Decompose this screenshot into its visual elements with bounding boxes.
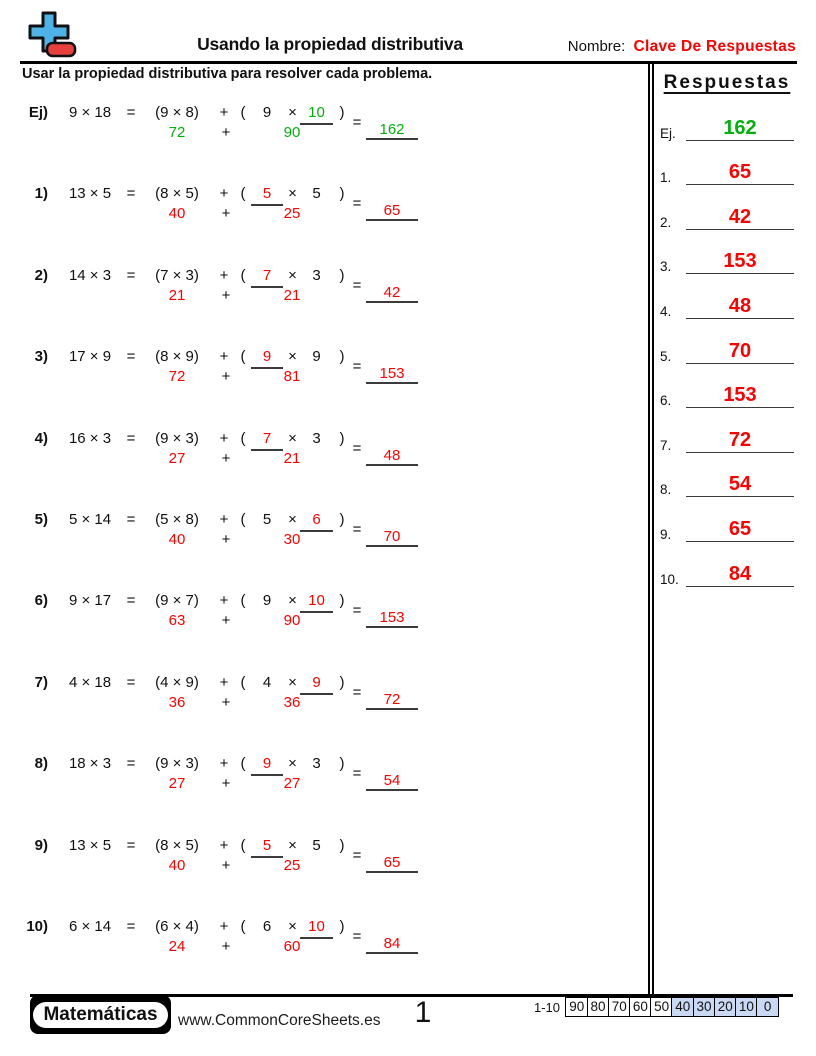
problem-row — [0, 591, 646, 672]
worksheet-title: Usando la propiedad distributiva — [197, 34, 463, 54]
open-paren: ( — [240, 673, 246, 691]
plus-sign-2: + — [221, 368, 231, 386]
factor-slot-1: 7 — [251, 429, 283, 451]
answer-blank — [366, 196, 418, 221]
plus-sign-2: + — [221, 775, 231, 793]
answer-line-value: 48 — [686, 295, 794, 319]
first-product: (9 × 7) — [155, 592, 199, 610]
open-paren: ( — [240, 185, 246, 203]
score-cell: 90 — [565, 997, 588, 1017]
answer-value: 153 — [379, 365, 405, 383]
problem-expression: 4 × 18 — [68, 673, 112, 691]
score-cell: 70 — [608, 997, 631, 1017]
score-cell: 60 — [629, 997, 652, 1017]
answer-line-value: 65 — [686, 518, 794, 542]
problem-row — [0, 347, 646, 428]
equals-sign-2: = — [352, 276, 362, 294]
problem-number: 7) — [34, 673, 48, 691]
answer-item — [660, 326, 794, 371]
answer-label: Ej. — [660, 125, 676, 141]
plus-sign-2: + — [221, 530, 231, 548]
equals-sign-2: = — [352, 846, 362, 864]
plus-sign: + — [219, 348, 229, 366]
answer-line-value: 42 — [686, 206, 794, 230]
partial-product-2: 90 — [283, 612, 301, 630]
brand-label: Matemáticas — [33, 1002, 167, 1028]
factor-slot-2: 3 — [312, 266, 321, 284]
problem-number: 3) — [34, 348, 48, 366]
open-paren: ( — [240, 755, 246, 773]
first-product: (8 × 5) — [155, 185, 199, 203]
factor-slot-1: 9 — [262, 104, 272, 121]
answer-label: 3. — [660, 259, 672, 275]
answer-blank — [366, 685, 418, 710]
score-cell: 30 — [693, 997, 716, 1017]
partial-product-1: 40 — [168, 205, 186, 223]
website-text: www.CommonCoreSheets.es — [178, 1012, 381, 1029]
answers-list — [660, 103, 794, 594]
first-product: (9 × 8) — [155, 104, 199, 121]
score-cell: 10 — [735, 997, 758, 1017]
score-cell: 0 — [756, 997, 779, 1017]
plus-sign: + — [219, 429, 229, 447]
partial-product-1: 72 — [168, 124, 186, 141]
answer-blank — [366, 441, 418, 466]
answer-blank — [366, 359, 418, 384]
problems-list — [0, 103, 646, 998]
problem-number: 4) — [34, 429, 48, 447]
first-product: (6 × 4) — [155, 917, 199, 935]
equals-sign: = — [126, 185, 136, 203]
equals-sign: = — [126, 755, 136, 773]
first-product: (5 × 8) — [155, 510, 199, 528]
equals-sign: = — [126, 917, 136, 935]
equals-sign-2: = — [352, 765, 362, 783]
problem-expression: 18 × 3 — [68, 755, 112, 773]
score-table — [567, 997, 779, 1017]
problem-expression: 5 × 14 — [68, 510, 112, 528]
equals-sign-2: = — [352, 358, 362, 376]
plus-sign: + — [219, 104, 229, 121]
first-product: (8 × 9) — [155, 348, 199, 366]
partial-product-2: 60 — [283, 937, 301, 955]
answer-line-value: 65 — [686, 161, 794, 185]
answer-item — [660, 549, 794, 594]
problem-row — [0, 103, 646, 184]
plus-sign: + — [219, 755, 229, 773]
factor-slot-2: 10 — [300, 917, 333, 939]
partial-product-1: 40 — [168, 530, 186, 548]
open-paren: ( — [240, 917, 246, 935]
header-rule — [20, 61, 797, 64]
name-row — [480, 38, 796, 56]
score-cell: 50 — [650, 997, 673, 1017]
multiply-sign: × — [288, 836, 297, 854]
equals-sign-2: = — [352, 602, 362, 620]
problem-row — [0, 917, 646, 998]
answer-blank — [366, 115, 418, 140]
plus-sign-2: + — [221, 449, 231, 467]
factor-slot-2: 10 — [300, 103, 333, 125]
open-paren: ( — [240, 429, 246, 447]
equals-sign-2: = — [352, 520, 362, 538]
equals-sign: = — [126, 510, 136, 528]
answer-line-value: 153 — [686, 250, 794, 274]
problem-row — [0, 510, 646, 591]
first-product: (9 × 3) — [155, 429, 199, 447]
answer-blank — [366, 848, 418, 873]
equals-sign: = — [126, 266, 136, 284]
column-divider — [648, 64, 654, 995]
answer-blank — [366, 522, 418, 547]
partial-product-1: 21 — [168, 286, 186, 304]
factor-slot-1: 4 — [262, 673, 272, 691]
answer-line-value: 72 — [686, 429, 794, 453]
factor-slot-2: 3 — [312, 429, 321, 447]
factor-slot-1: 9 — [251, 754, 283, 776]
problem-row — [0, 673, 646, 754]
factor-slot-1: 9 — [251, 347, 283, 369]
problem-expression: 13 × 5 — [68, 836, 112, 854]
answer-item — [660, 371, 794, 416]
plus-sign: + — [219, 592, 229, 610]
answer-item — [660, 192, 794, 237]
partial-product-1: 24 — [168, 937, 186, 955]
answer-blank — [366, 603, 418, 628]
answer-item — [660, 281, 794, 326]
factor-slot-2: 9 — [300, 673, 333, 695]
partial-product-1: 27 — [168, 775, 186, 793]
brand-badge — [30, 995, 171, 1034]
multiply-sign: × — [288, 348, 297, 366]
minus-icon — [47, 43, 75, 56]
multiply-sign: × — [288, 917, 297, 935]
first-product: (8 × 5) — [155, 836, 199, 854]
problem-number: 2) — [34, 266, 48, 284]
factor-slot-2: 5 — [312, 185, 321, 203]
close-paren: ) — [339, 917, 345, 935]
answer-label: 7. — [660, 437, 672, 453]
score-range-label: 1-10 — [533, 1000, 560, 1015]
problem-row — [0, 184, 646, 265]
plus-sign: + — [219, 673, 229, 691]
first-product: (7 × 3) — [155, 266, 199, 284]
problem-row — [0, 429, 646, 510]
answer-blank — [366, 278, 418, 303]
factor-slot-1: 5 — [262, 510, 272, 528]
answer-line-value: 70 — [686, 340, 794, 364]
answer-value: 72 — [383, 690, 401, 708]
equals-sign-2: = — [352, 195, 362, 213]
open-paren: ( — [240, 348, 246, 366]
problem-row — [0, 266, 646, 347]
multiply-sign: × — [288, 673, 297, 691]
problem-row — [0, 836, 646, 917]
first-product: (9 × 3) — [155, 755, 199, 773]
answer-value: 54 — [383, 772, 401, 790]
close-paren: ) — [339, 266, 345, 284]
open-paren: ( — [240, 592, 246, 610]
name-value: Clave De Respuestas — [633, 38, 796, 55]
answer-item — [660, 460, 794, 505]
multiply-sign: × — [288, 592, 297, 610]
partial-product-2: 27 — [283, 775, 301, 793]
plus-sign-2: + — [221, 856, 231, 874]
problem-number: 1) — [34, 185, 48, 203]
plus-sign-2: + — [221, 937, 231, 955]
problem-expression: 16 × 3 — [68, 429, 112, 447]
factor-slot-1: 6 — [262, 917, 272, 935]
equals-sign: = — [126, 592, 136, 610]
answer-item — [660, 237, 794, 282]
close-paren: ) — [339, 185, 345, 203]
plus-sign: + — [219, 266, 229, 284]
partial-product-1: 36 — [168, 693, 186, 711]
open-paren: ( — [240, 266, 246, 284]
answer-blank — [366, 766, 418, 791]
multiply-sign: × — [288, 755, 297, 773]
equals-sign: = — [126, 836, 136, 854]
equals-sign-2: = — [352, 439, 362, 457]
multiply-sign: × — [288, 510, 297, 528]
answer-value: 65 — [383, 853, 401, 871]
close-paren: ) — [339, 510, 345, 528]
answer-blank — [366, 929, 418, 954]
close-paren: ) — [339, 836, 345, 854]
answer-value: 70 — [383, 527, 401, 545]
problem-number: Ej) — [28, 104, 48, 121]
plus-sign: + — [219, 185, 229, 203]
answer-line-value: 162 — [686, 117, 794, 141]
answer-label: 4. — [660, 303, 672, 319]
open-paren: ( — [240, 836, 246, 854]
equals-sign-2: = — [352, 927, 362, 945]
problem-number: 10) — [26, 917, 48, 935]
score-cell: 20 — [714, 997, 737, 1017]
multiply-sign: × — [288, 104, 297, 121]
partial-product-2: 81 — [283, 368, 301, 386]
factor-slot-2: 5 — [312, 836, 321, 854]
problem-number: 8) — [34, 755, 48, 773]
partial-product-1: 27 — [168, 449, 186, 467]
answer-line-value: 153 — [686, 384, 794, 408]
score-cell: 80 — [587, 997, 610, 1017]
close-paren: ) — [339, 592, 345, 610]
problem-expression: 6 × 14 — [68, 917, 112, 935]
open-paren: ( — [240, 510, 246, 528]
partial-product-2: 25 — [283, 205, 301, 223]
answer-label: 10. — [660, 571, 679, 587]
problem-expression: 17 × 9 — [68, 348, 112, 366]
partial-product-2: 21 — [283, 449, 301, 467]
plus-sign: + — [219, 836, 229, 854]
problem-number: 9) — [34, 836, 48, 854]
first-product: (4 × 9) — [155, 673, 199, 691]
multiply-sign: × — [288, 185, 297, 203]
equals-sign: = — [126, 348, 136, 366]
multiply-sign: × — [288, 429, 297, 447]
plus-sign-2: + — [221, 693, 231, 711]
instruction-text: Usar la propiedad distributiva para resolver cada problema. — [22, 66, 433, 82]
partial-product-2: 30 — [283, 530, 301, 548]
equals-sign: = — [126, 673, 136, 691]
page-number: 1 — [414, 996, 432, 1029]
partial-product-1: 63 — [168, 612, 186, 630]
problem-number: 5) — [34, 510, 48, 528]
answer-item — [660, 148, 794, 193]
close-paren: ) — [339, 429, 345, 447]
answer-item — [660, 415, 794, 460]
problem-expression: 9 × 18 — [68, 104, 112, 121]
factor-slot-2: 6 — [300, 510, 333, 532]
score-cell: 40 — [671, 997, 694, 1017]
equals-sign-2: = — [352, 683, 362, 701]
problem-row — [0, 754, 646, 835]
plus-minus-logo — [26, 10, 80, 60]
problem-expression: 13 × 5 — [68, 185, 112, 203]
answer-value: 42 — [383, 283, 401, 301]
answer-label: 6. — [660, 393, 672, 409]
answer-line-value: 84 — [686, 563, 794, 587]
answer-label: 8. — [660, 482, 672, 498]
multiply-sign: × — [288, 266, 297, 284]
answers-title: Respuestas — [663, 72, 791, 93]
plus-sign: + — [219, 510, 229, 528]
answer-line-value: 54 — [686, 473, 794, 497]
partial-product-2: 25 — [283, 856, 301, 874]
close-paren: ) — [339, 104, 345, 121]
factor-slot-2: 3 — [312, 755, 321, 773]
partial-product-1: 40 — [168, 856, 186, 874]
factor-slot-1: 5 — [251, 184, 283, 206]
partial-product-2: 21 — [283, 286, 301, 304]
problem-expression: 14 × 3 — [68, 266, 112, 284]
plus-sign-2: + — [221, 286, 231, 304]
close-paren: ) — [339, 673, 345, 691]
answer-value: 153 — [379, 609, 405, 627]
partial-product-2: 36 — [283, 693, 301, 711]
factor-slot-1: 7 — [251, 266, 283, 288]
plus-sign: + — [219, 917, 229, 935]
answer-item — [660, 504, 794, 549]
equals-sign: = — [126, 104, 136, 121]
plus-sign-2: + — [221, 205, 231, 223]
close-paren: ) — [339, 348, 345, 366]
answer-value: 48 — [383, 446, 401, 464]
name-label: Nombre: — [567, 38, 626, 55]
answer-value: 162 — [379, 121, 405, 138]
answer-item — [660, 103, 794, 148]
answer-label: 5. — [660, 348, 672, 364]
answer-value: 84 — [383, 934, 401, 952]
answer-value: 65 — [383, 202, 401, 220]
equals-sign-2: = — [352, 114, 362, 131]
partial-product-1: 72 — [168, 368, 186, 386]
answer-label: 2. — [660, 214, 672, 230]
plus-sign-2: + — [221, 612, 231, 630]
factor-slot-2: 9 — [312, 348, 321, 366]
open-paren: ( — [240, 104, 246, 121]
answer-label: 1. — [660, 170, 672, 186]
factor-slot-1: 5 — [251, 836, 283, 858]
answers-panel — [660, 72, 794, 594]
factor-slot-2: 10 — [300, 591, 333, 613]
factor-slot-1: 9 — [262, 592, 272, 610]
plus-sign-2: + — [221, 124, 231, 141]
partial-product-2: 90 — [283, 124, 301, 141]
equals-sign: = — [126, 429, 136, 447]
problem-expression: 9 × 17 — [68, 592, 112, 610]
close-paren: ) — [339, 755, 345, 773]
answer-label: 9. — [660, 526, 672, 542]
problem-number: 6) — [34, 592, 48, 610]
